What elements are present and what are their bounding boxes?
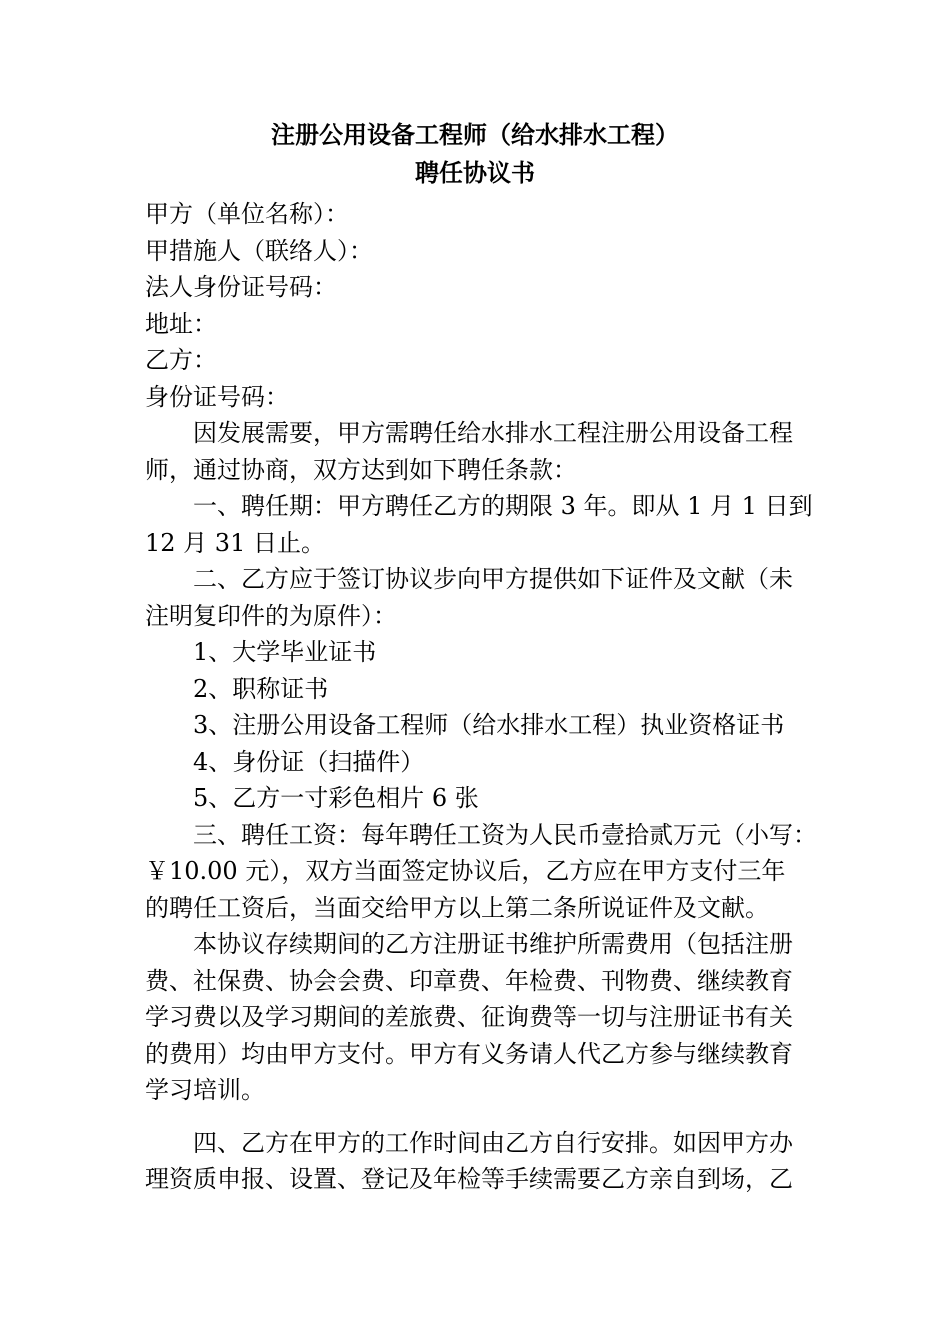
document-title: 注册公用设备工程师（给水排水工程） <box>271 120 679 149</box>
clause-3-line: ￥10.00 元），双方当面签定协议后，乙方应在甲方支付三年 <box>145 857 786 885</box>
document-body <box>145 196 815 1198</box>
intro-line: 因发展需要，甲方需聘任给水排水工程注册公用设备工程 <box>193 419 793 447</box>
clause-3-line: 的聘任工资后，当面交给甲方以上第二条所说证件及文献。 <box>145 893 769 922</box>
field-party-b-id: 身份证号码： <box>145 382 289 411</box>
field-party-a-name: 甲方（单位名称）： <box>145 200 349 228</box>
document-subtitle: 聘任协议书 <box>415 158 535 187</box>
fees-line: 费、社保费、协会会费、印章费、年检费、刊物费、继续教育 <box>145 966 793 995</box>
document-list-item: 1、大学毕业证书 <box>193 638 377 666</box>
fees-line: 学习培训。 <box>145 1076 265 1104</box>
field-legal-person-id: 法人身份证号码： <box>145 273 337 301</box>
document-list-item: 5、乙方一寸彩色相片 6 张 <box>193 784 479 812</box>
field-address: 地址： <box>145 309 217 338</box>
clause-2-line: 注明复印件的为原件）： <box>145 601 397 630</box>
document-list-item: 2、职称证书 <box>193 674 329 703</box>
fees-line: 学习费以及学习期间的差旅费、征询费等一切与注册证书有关 <box>145 1003 793 1031</box>
document-list-item: 3、注册公用设备工程师（给水排水工程）执业资格证书 <box>193 711 785 739</box>
clause-4-line: 四、乙方在甲方的工作时间由乙方自行安排。如因甲方办 <box>193 1128 793 1157</box>
fees-line: 本协议存续期间的乙方注册证书维护所需费用（包括注册 <box>193 930 793 958</box>
intro-line: 师，通过协商，双方达到如下聘任条款： <box>145 455 577 484</box>
fees-line: 的费用）均由甲方支付。甲方有义务请人代乙方参与继续教育 <box>145 1039 793 1068</box>
paragraph-gap <box>145 1109 815 1125</box>
clause-2-line: 二、乙方应于签订协议步向甲方提供如下证件及文献（未 <box>193 565 793 593</box>
clause-4-line: 理资质申报、设置、登记及年检等手续需要乙方亲自到场，乙 <box>145 1165 793 1193</box>
field-party-a-contact: 甲措施人（联络人）： <box>145 236 373 265</box>
document-list-item: 4、身份证（扫描件） <box>193 747 425 776</box>
clause-1-line: 一、聘任期：甲方聘任乙方的期限 3 年。即从 1 月 1 日到 <box>193 492 813 520</box>
clause-3-line: 三、聘任工资：每年聘任工资为人民币壹拾贰万元（小写： <box>193 820 817 849</box>
clause-1-line: 12 月 31 日止。 <box>145 528 325 557</box>
field-party-b: 乙方： <box>145 346 217 374</box>
